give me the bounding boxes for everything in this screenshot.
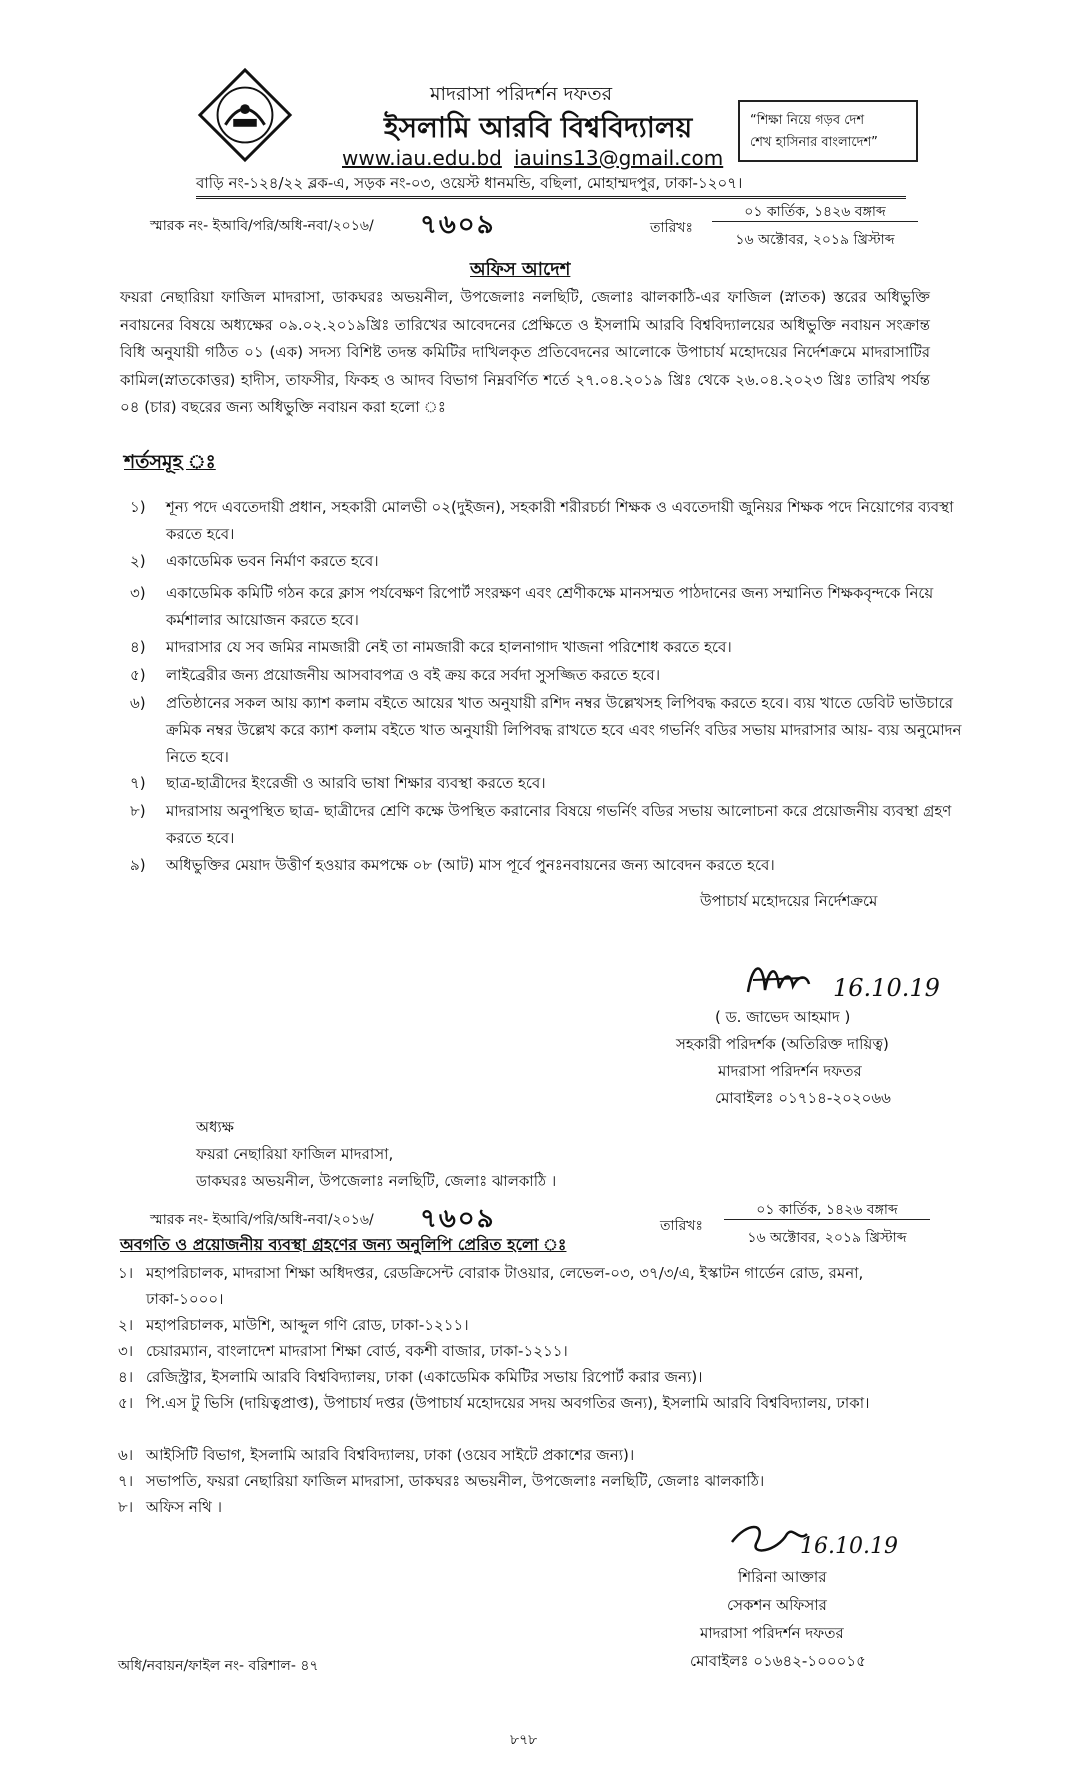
office-name: মাদরাসা পরিদর্শন দফতর: [430, 83, 613, 105]
condition-number: ৪): [130, 638, 146, 656]
conditions-heading: শর্তসমূহ ঃ: [124, 451, 216, 473]
date-2-label: তারিখঃ: [660, 1218, 703, 1234]
recipient-line-2: ফয়রা নেছারিয়া ফাজিল মাদরাসা,: [196, 1145, 394, 1163]
copy-item-text: মহাপরিচালক, মাউশি, আব্দুল গণি রোড, ঢাকা-১২১১।: [146, 1316, 469, 1334]
copy-item-number: ৮।: [118, 1498, 134, 1516]
page-number: ৮৭৮: [510, 1732, 538, 1748]
date-2-divider: [724, 1219, 930, 1220]
file-number: অধি/নবায়ন/ফাইল নং- বরিশাল- ৪৭: [118, 1658, 319, 1674]
memo-2-ref-number: ৭৬০৯: [420, 1204, 496, 1234]
signatory-2-designation: সেকশন অফিসার: [727, 1596, 827, 1614]
condition-number: ৬): [130, 694, 146, 712]
date-divider: [712, 221, 918, 222]
condition-text: মাদরাসার যে সব জমির নামজারী নেই তা নামজারী করে হালনাগাদ খাজনা পরিশোধ করতে হবে।: [166, 638, 732, 656]
by-order-line: উপাচার্য মহোদয়ের নির্দেশক্রমে: [700, 892, 878, 910]
memo-ref-label: স্মারক নং- ইআবি/পরি/অধি-নবা/২০১৬/: [150, 218, 374, 234]
recipient-line-1: অধ্যক্ষ: [196, 1118, 234, 1136]
copy-item-number: ৭।: [118, 1472, 134, 1490]
signatory-2-mobile: মোবাইলঃ ০১৬৪২-১০০০১৫: [690, 1652, 866, 1670]
slogan-box: [738, 100, 918, 162]
copy-item-text: চেয়ারম্যান, বাংলাদেশ মাদরাসা শিক্ষা বোর্ড, বকশী বাজার, ঢাকা-১২১১।: [146, 1342, 568, 1360]
copy-item-text: সভাপতি, ফয়রা নেছারিয়া ফাজিল মাদরাসা, ডাকঘরঃ অভয়নীল, উপজেলাঃ নলছিটি, জেলাঃ ঝালকাঠি।: [146, 1472, 765, 1490]
signature-1-date: 16.10.19: [833, 974, 940, 1002]
date-label: তারিখঃ: [650, 220, 693, 236]
condition-text: একাডেমিক ভবন নির্মাণ করতে হবে।: [166, 552, 379, 570]
memo-ref-number: ৭৬০৯: [420, 210, 496, 240]
copy-item-text: রেজিস্ট্রার, ইসলামি আরবি বিশ্ববিদ্যালয়, ঢাকা (একাডেমিক কমিটির সভায় রিপোর্ট করার জন্য)।: [146, 1368, 703, 1386]
copy-list-heading: অবগতি ও প্রয়োজনীয় ব্যবস্থা গ্রহণের জন্য অনুলিপি প্রেরিত হলো ঃ: [120, 1235, 567, 1254]
copy-item-text: মহাপরিচালক, মাদরাসা শিক্ষা অধিদপ্তর, রেডক্রিসেন্ট বোরাক টাওয়ার, লেভেল-০৩, ৩৭/৩/এ, ইস্কাটন গার্ডেন রোড, রমনা, ঢাকা-১০০০।: [146, 1264, 864, 1308]
signatory-2-office: মাদরাসা পরিদর্শন দফতর: [700, 1624, 844, 1642]
address: বাড়ি নং-১২৪/২২ ব্লক-এ, সড়ক নং-০৩, ওয়েস্ট ধানমন্ডি, বছিলা, মোহাম্মদপুর, ঢাকা-১২০৭।: [196, 174, 743, 192]
date-english: ১৬ অক্টোবর, ২০১৯ খ্রিস্টাব্দ: [735, 232, 895, 248]
signatory-2-name: শিরিনা আক্তার: [738, 1568, 827, 1586]
condition-text: ছাত্র-ছাত্রীদের ইংরেজী ও আরবি ভাষা শিক্ষার ব্যবস্থা করতে হবে।: [166, 774, 546, 792]
email-link[interactable]: iauins13@gmail.com: [514, 146, 724, 170]
signatory-1-name: ( ড. জাভেদ আহমাদ ): [715, 1008, 851, 1026]
university-name: ইসলামি আরবি বিশ্ববিদ্যালয়: [384, 111, 693, 144]
signatory-1-office: মাদরাসা পরিদর্শন দফতর: [718, 1062, 862, 1080]
recipient-line-3: ডাকঘরঃ অভয়নীল, উপজেলাঃ নলছিটি, জেলাঃ ঝালকাঠি ।: [196, 1172, 557, 1190]
copy-item-text: আইসিটি বিভাগ, ইসলামি আরবি বিশ্ববিদ্যালয়, ঢাকা (ওয়েব সাইটে প্রকাশের জন্য)।: [146, 1446, 635, 1464]
slogan-line-1: “শিক্ষা নিয়ে গড়ব দেশ: [750, 113, 865, 128]
condition-text: লাইব্রেরীর জন্য প্রয়োজনীয় আসবাবপত্র ও বই ক্রয় করে সর্বদা সুসজ্জিত করতে হবে।: [166, 666, 661, 684]
memo-2-ref-label: স্মারক নং- ইআবি/পরি/অধি-নবা/২০১৬/: [150, 1212, 374, 1228]
condition-number: ৭): [130, 774, 146, 792]
date-bangla: ০১ কার্তিক, ১৪২৬ বঙ্গাব্দ: [744, 204, 886, 220]
website-link[interactable]: www.iau.edu.bd: [342, 146, 502, 170]
condition-number: ২): [130, 552, 146, 570]
copy-item-number: ২।: [118, 1316, 134, 1334]
date-2-english: ১৬ অক্টোবর, ২০১৯ খ্রিস্টাব্দ: [747, 1230, 907, 1246]
copy-item-number: ৪।: [118, 1368, 134, 1386]
condition-text: শূন্য পদে এবতেদায়ী প্রধান, সহকারী মোলভী ০২(দুইজন), সহকারী শরীরচর্চা শিক্ষক ও এবতেদায়ী জুনিয়র শিক্ষক পদে নিয়োগের ব্যবস্থা করতে হবে।: [166, 498, 954, 543]
university-logo: [196, 66, 294, 164]
signatory-1-mobile: মোবাইলঃ ০১৭১৪-২০২০৬৬: [715, 1089, 891, 1107]
signature-2-date: 16.10.19: [800, 1534, 898, 1559]
copy-item-number: ৬।: [118, 1446, 134, 1464]
signatory-1-designation: সহকারী পরিদর্শক (অতিরিক্ত দায়িত্ব): [676, 1035, 889, 1053]
condition-number: ৩): [130, 584, 146, 602]
copy-item-number: ১।: [118, 1264, 134, 1282]
slogan-line-2: শেখ হাসিনার বাংলাদেশ”: [750, 135, 878, 151]
condition-text: একাডেমিক কমিটি গঠন করে ক্লাস পর্যবেক্ষণ রিপোর্ট সংরক্ষণ এবং শ্রেণীকক্ষে মানসম্মত পাঠদানের জন্য সম্মানিত শিক্ষকবৃন্দকে নিয়ে কর্মশালার আয়োজন করতে হবে।: [166, 584, 934, 629]
condition-number: ৮): [130, 802, 146, 820]
condition-text: মাদরাসায় অনুপস্থিত ছাত্র- ছাত্রীদের শ্রেণি কক্ষে উপস্থিত করানোর বিষয়ে গভর্নিং বডির সভায় আলোচনা করে প্রয়োজনীয় ব্যবস্থা গ্রহণ করতে হবে।: [166, 802, 952, 847]
condition-number: ৫): [130, 666, 146, 684]
condition-text: প্রতিষ্ঠানের সকল আয় ক্যাশ কলাম বইতে আয়ের খাত অনুযায়ী রশিদ নম্বর উল্লেখসহ লিপিবদ্ধ করতে হবে। ব্যয় খাতে ডেবিট ভাউচারে ক্রমিক নম্বর উল্লেখ করে ক্যাশ কলাম বইতে খাত অনুযায়ী লিপিবদ্ধ রাখতে হবে এবং গভর্নিং বডির সভায় মাদরাসার আয়- ব্যয় অনুমোদন নিতে হবে।: [166, 694, 962, 766]
body-paragraph: ফয়রা নেছারিয়া ফাজিল মাদরাসা, ডাকঘরঃ অভয়নীল, উপজেলাঃ নলছিটি, জেলাঃ ঝালকাঠি-এর ফাজিল (স্নাতক) স্তরের অধিভুক্তি নবায়নের বিষয়ে অধ্যক্ষের ০৯.০২.২০১৯খ্রিঃ তারিখের আবেদনের প্রেক্ষিতে ও ইসলামি আরবি বিশ্ববিদ্যালয়ের অধিভুক্তি নবায়ন সংক্রান্ত বিধি অনুযায়ী গঠিত ০১ (এক) সদস্য বিশিষ্ট তদন্ত কমিটির দাখিলকৃত প্রতিবেদনের আলোকে উপাচার্য মহোদয়ের নির্দেশক্রমে মাদরাসাটির কামিল(স্নাতকোত্তর) হাদীস, তাফসীর, ফিকহ ও আদব বিভাগ নিম্নবর্ণিত শর্তে ২৭.০৪.২০১৯ খ্রিঃ থেকে ২৬.০৪.২০২৩ খ্রিঃ তারিখ পর্যন্ত ০৪ (চার) বছরের জন্য অধিভুক্তি নবায়ন করা হলো ঃ: [120, 288, 930, 416]
condition-text: অধিভুক্তির মেয়াদ উত্তীর্ণ হওয়ার কমপক্ষে ০৮ (আট) মাস পূর্বে পুনঃনবায়নের জন্য আবেদন করতে হবে।: [166, 856, 775, 874]
condition-number: ৯): [130, 856, 146, 874]
order-title: অফিস আদেশ: [470, 259, 571, 280]
condition-number: ১): [130, 498, 146, 516]
copy-item-text: পি.এস টু ভিসি (দায়িত্বপ্রাপ্ত), উপাচার্য দপ্তর (উপাচার্য মহোদয়ের সদয় অবগতির জন্য), ইসলামি আরবি বিশ্ববিদ্যালয়, ঢাকা।: [146, 1394, 870, 1412]
copy-item-number: ৩।: [118, 1342, 134, 1360]
date-2-bangla: ০১ কার্তিক, ১৪২৬ বঙ্গাব্দ: [756, 1202, 898, 1218]
copy-item-number: ৫।: [118, 1394, 134, 1412]
header-divider: [196, 196, 906, 199]
copy-item-text: অফিস নথি ।: [146, 1498, 223, 1516]
